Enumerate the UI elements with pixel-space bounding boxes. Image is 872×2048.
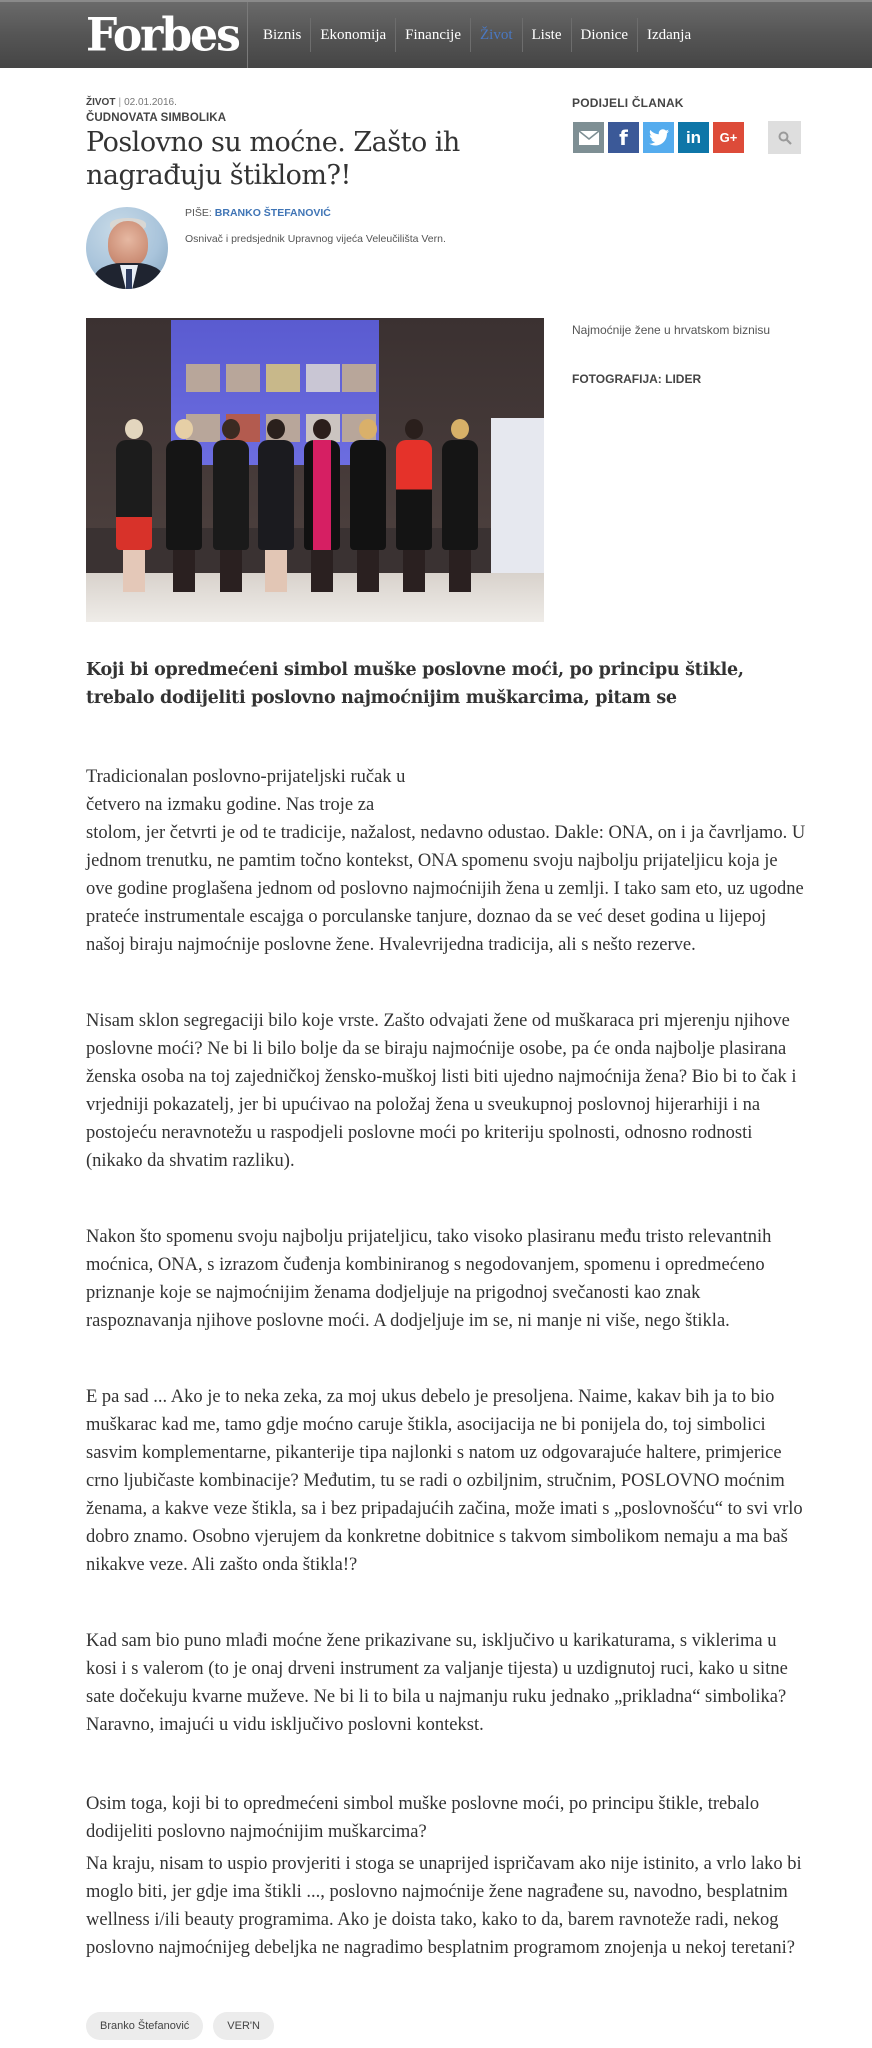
main-nav — [255, 18, 700, 52]
photo-screen-thumb — [226, 364, 260, 392]
body-paragraph: četvero na izmaku godine. Nas troje za — [86, 795, 375, 815]
photo-screen-thumb — [306, 364, 340, 392]
body-paragraph: Tradicionalan poslovno-prijateljski ručak u — [86, 767, 406, 787]
photo-person — [442, 419, 478, 592]
photo-caption: Najmoćnije žene u hrvatskom biznisu — [572, 323, 771, 337]
article-kicker: ČUDNOVATA SIMBOLIKA — [86, 112, 227, 124]
photo-person — [396, 419, 432, 592]
forbes-logo[interactable]: Forbes — [86, 8, 239, 63]
nav-item-ekonomija[interactable]: Ekonomija — [310, 18, 395, 52]
envelope-icon — [579, 131, 599, 145]
avatar-face — [108, 221, 148, 267]
nav-item-biznis[interactable]: Biznis — [263, 27, 302, 43]
article-tags — [86, 2012, 274, 2040]
author-avatar[interactable] — [86, 207, 168, 289]
article-photo — [86, 318, 544, 622]
twitter-icon — [649, 129, 669, 146]
linkedin-icon: in — [685, 127, 702, 147]
facebook-icon: f — [619, 125, 628, 150]
google-plus-icon: G+ — [719, 130, 738, 145]
photo-credit: FOTOGRAFIJA: LIDER — [572, 372, 702, 386]
tag-branko-stefanovic[interactable]: Branko Štefanović — [86, 2012, 203, 2040]
body-paragraph: Nisam sklon segregaciji bilo koje vrste. Zašto odvajati žene od muškaraca pri mjerenju njihove poslovne moći? Ne bi li bilo bolje da se biraju najmoćnije osobe, pa će onda najbolje plasirana ženska osoba na toj zajedničkoj žensko-muškoj listi biti ujedno najmoćnija žena? Bio bi to čak i vrjedniji pokazatelj, jer bi upućivao na položaj žena u sveukupnoj poslovnoj hijerarhiji i na postojeću neravnotežu u raspodjeli poslovne moći po kriteriju spolnosti, odnosno rodnosti (nikako da shvatim razliku). — [86, 1011, 797, 1171]
share-linkedin-button[interactable] — [678, 122, 709, 153]
photo-person — [304, 419, 340, 592]
photo-person — [258, 419, 294, 592]
nav-item-dionice[interactable]: Dionice — [571, 18, 637, 52]
author-bio: Osnivač i predsjednik Upravnog vijeća Veleučilišta Vern. — [185, 233, 446, 245]
share-google-plus-button[interactable] — [713, 122, 744, 153]
publish-date: 02.01.2016. — [124, 97, 177, 108]
search-button[interactable] — [768, 121, 801, 154]
share-buttons — [573, 122, 744, 153]
photo-banner — [491, 418, 544, 578]
nav-item-zivot[interactable]: Život — [470, 18, 522, 52]
photo-person — [116, 419, 152, 592]
body-paragraph: Osim toga, koji bi to opredmećeni simbol muške poslovne moći, po principu štikle, trebalo dodijeliti poslovno najmoćnijim muškarcima? — [86, 1794, 760, 1842]
photo-person — [350, 419, 386, 592]
top-navigation-bar — [0, 0, 872, 68]
nav-item-financije[interactable]: Financije — [395, 18, 470, 52]
share-twitter-button[interactable] — [643, 122, 674, 153]
photo-screen-thumb — [266, 364, 300, 392]
byline-prefix: PIŠE: — [185, 207, 212, 219]
photo-screen-thumb — [342, 364, 376, 392]
article-meta — [86, 97, 177, 108]
search-icon — [778, 131, 792, 145]
body-paragraph: Kad sam bio puno mlađi moćne žene prikazivane su, isključivo u karikaturama, s viklerima u kosi i s valerom (to je onaj drveni instrument za valjanje tijesta) u uzdignutoj ruci, kako u sitne sate dočekuju kvarne muževe. Ne bi li to bila u najmanju ruku jednako „prikladna“ simbolika? Naravno, imajući u vidu isključivo poslovni kontekst. — [86, 1631, 788, 1735]
article-lead: Koji bi opredmećeni simbol muške poslovne moći, po principu štikle, trebalo dodijeliti poslovno najmoćnijim muškarcima, pitam se — [86, 660, 744, 708]
body-paragraph: Nakon što spomenu svoju najbolju prijateljicu, tako visoko plasiranu među tristo relevantnih moćnica, ONA, s izrazom čuđenja kombiniranog s negodovanjem, spomenu i opredmećeno priznanje koje se najmoćnijim ženama dodjeljuje na prigodnoj svečanosti kao znak raspoznavanja njihove poslovne moći. A dodjeljuje im se, ni manje ni više, nego štikla. — [86, 1227, 772, 1331]
article-body — [86, 763, 806, 959]
article-title: Poslovno su moćne. Zašto ih nagrađuju štiklom?! — [86, 127, 460, 191]
photo-screen-thumb — [186, 364, 220, 392]
body-paragraph: stolom, jer četvrti je od te tradicije, nažalost, nedavno odustao. Dakle: ONA, on i ja čavrljamo. U jednom trenutku, ne pamtim točno kontekst, ONA spomenu svoju najbolju prijateljicu koja je ove godine proglašena jednom od poslovno najmoćnijih žena u zemlji. I tako sam eto, uz ugodne prateće instrumentale escajga o porculanske tanjure, doznao da se već deset godina u lijepoj našoj biraju najmoćnije poslovne žene. Hvalevrijedna tradicija, ali s nešto rezerve. — [86, 823, 806, 955]
avatar-tie — [126, 269, 132, 289]
photo-person — [213, 419, 249, 592]
nav-item-izdanja[interactable]: Izdanja — [637, 18, 700, 52]
body-paragraph: E pa sad ... Ako je to neka zeka, za moj ukus debelo je presoljena. Naime, kakav bih ja to bio muškarac kad me, tamo gdje moćno caruje štikla, asocijacija ne bi ponijela do, toj simbolici sasvim komplementarne, pikanterije tipa najlonki s natom uz odgovarajuće haltere, primjerice crno ljubičaste kombinacije? Međutim, tu se radi o ozbiljnim, stručnim, POSLOVNO moćnim ženama, a kakve veze štikla, sa i bez pripadajućih začina, može imati s „poslovnošću“ to svi vrlo dobro znamo. Osobno vjerujem da konkretne dobitnice s takvom simbolikom nemaju a ma baš nikakve veze. Ali zašto onda štikla!? — [86, 1387, 803, 1575]
logo-divider — [247, 2, 248, 68]
share-facebook-button[interactable] — [608, 122, 639, 153]
author-name-link[interactable]: BRANKO ŠTEFANOVIĆ — [214, 207, 331, 219]
share-email-button[interactable] — [573, 122, 604, 153]
body-paragraph: Na kraju, nisam to uspio provjeriti i stoga se unaprijed ispričavam ako nije istinito, a vrlo lako bi moglo biti, jer gdje ima štikli ..., poslovno najmoćnije žene nagrađene su, navodno, besplatnim wellness i/ili beauty programima. Ako je doista tako, kako to da, barem ravnoteže radi, nekog poslovno najmoćnijeg debeljka ne nagradimo besplatnim programom znojenja u nekoj teretani? — [86, 1854, 802, 1958]
photo-person — [166, 419, 202, 592]
meta-separator: | — [118, 97, 122, 108]
tag-vern[interactable]: VER'N — [213, 2012, 274, 2040]
share-label: PODIJELI ČLANAK — [572, 96, 684, 110]
byline — [185, 207, 331, 219]
category-link[interactable]: ŽIVOT — [86, 97, 116, 108]
nav-item-liste[interactable]: Liste — [522, 18, 571, 52]
